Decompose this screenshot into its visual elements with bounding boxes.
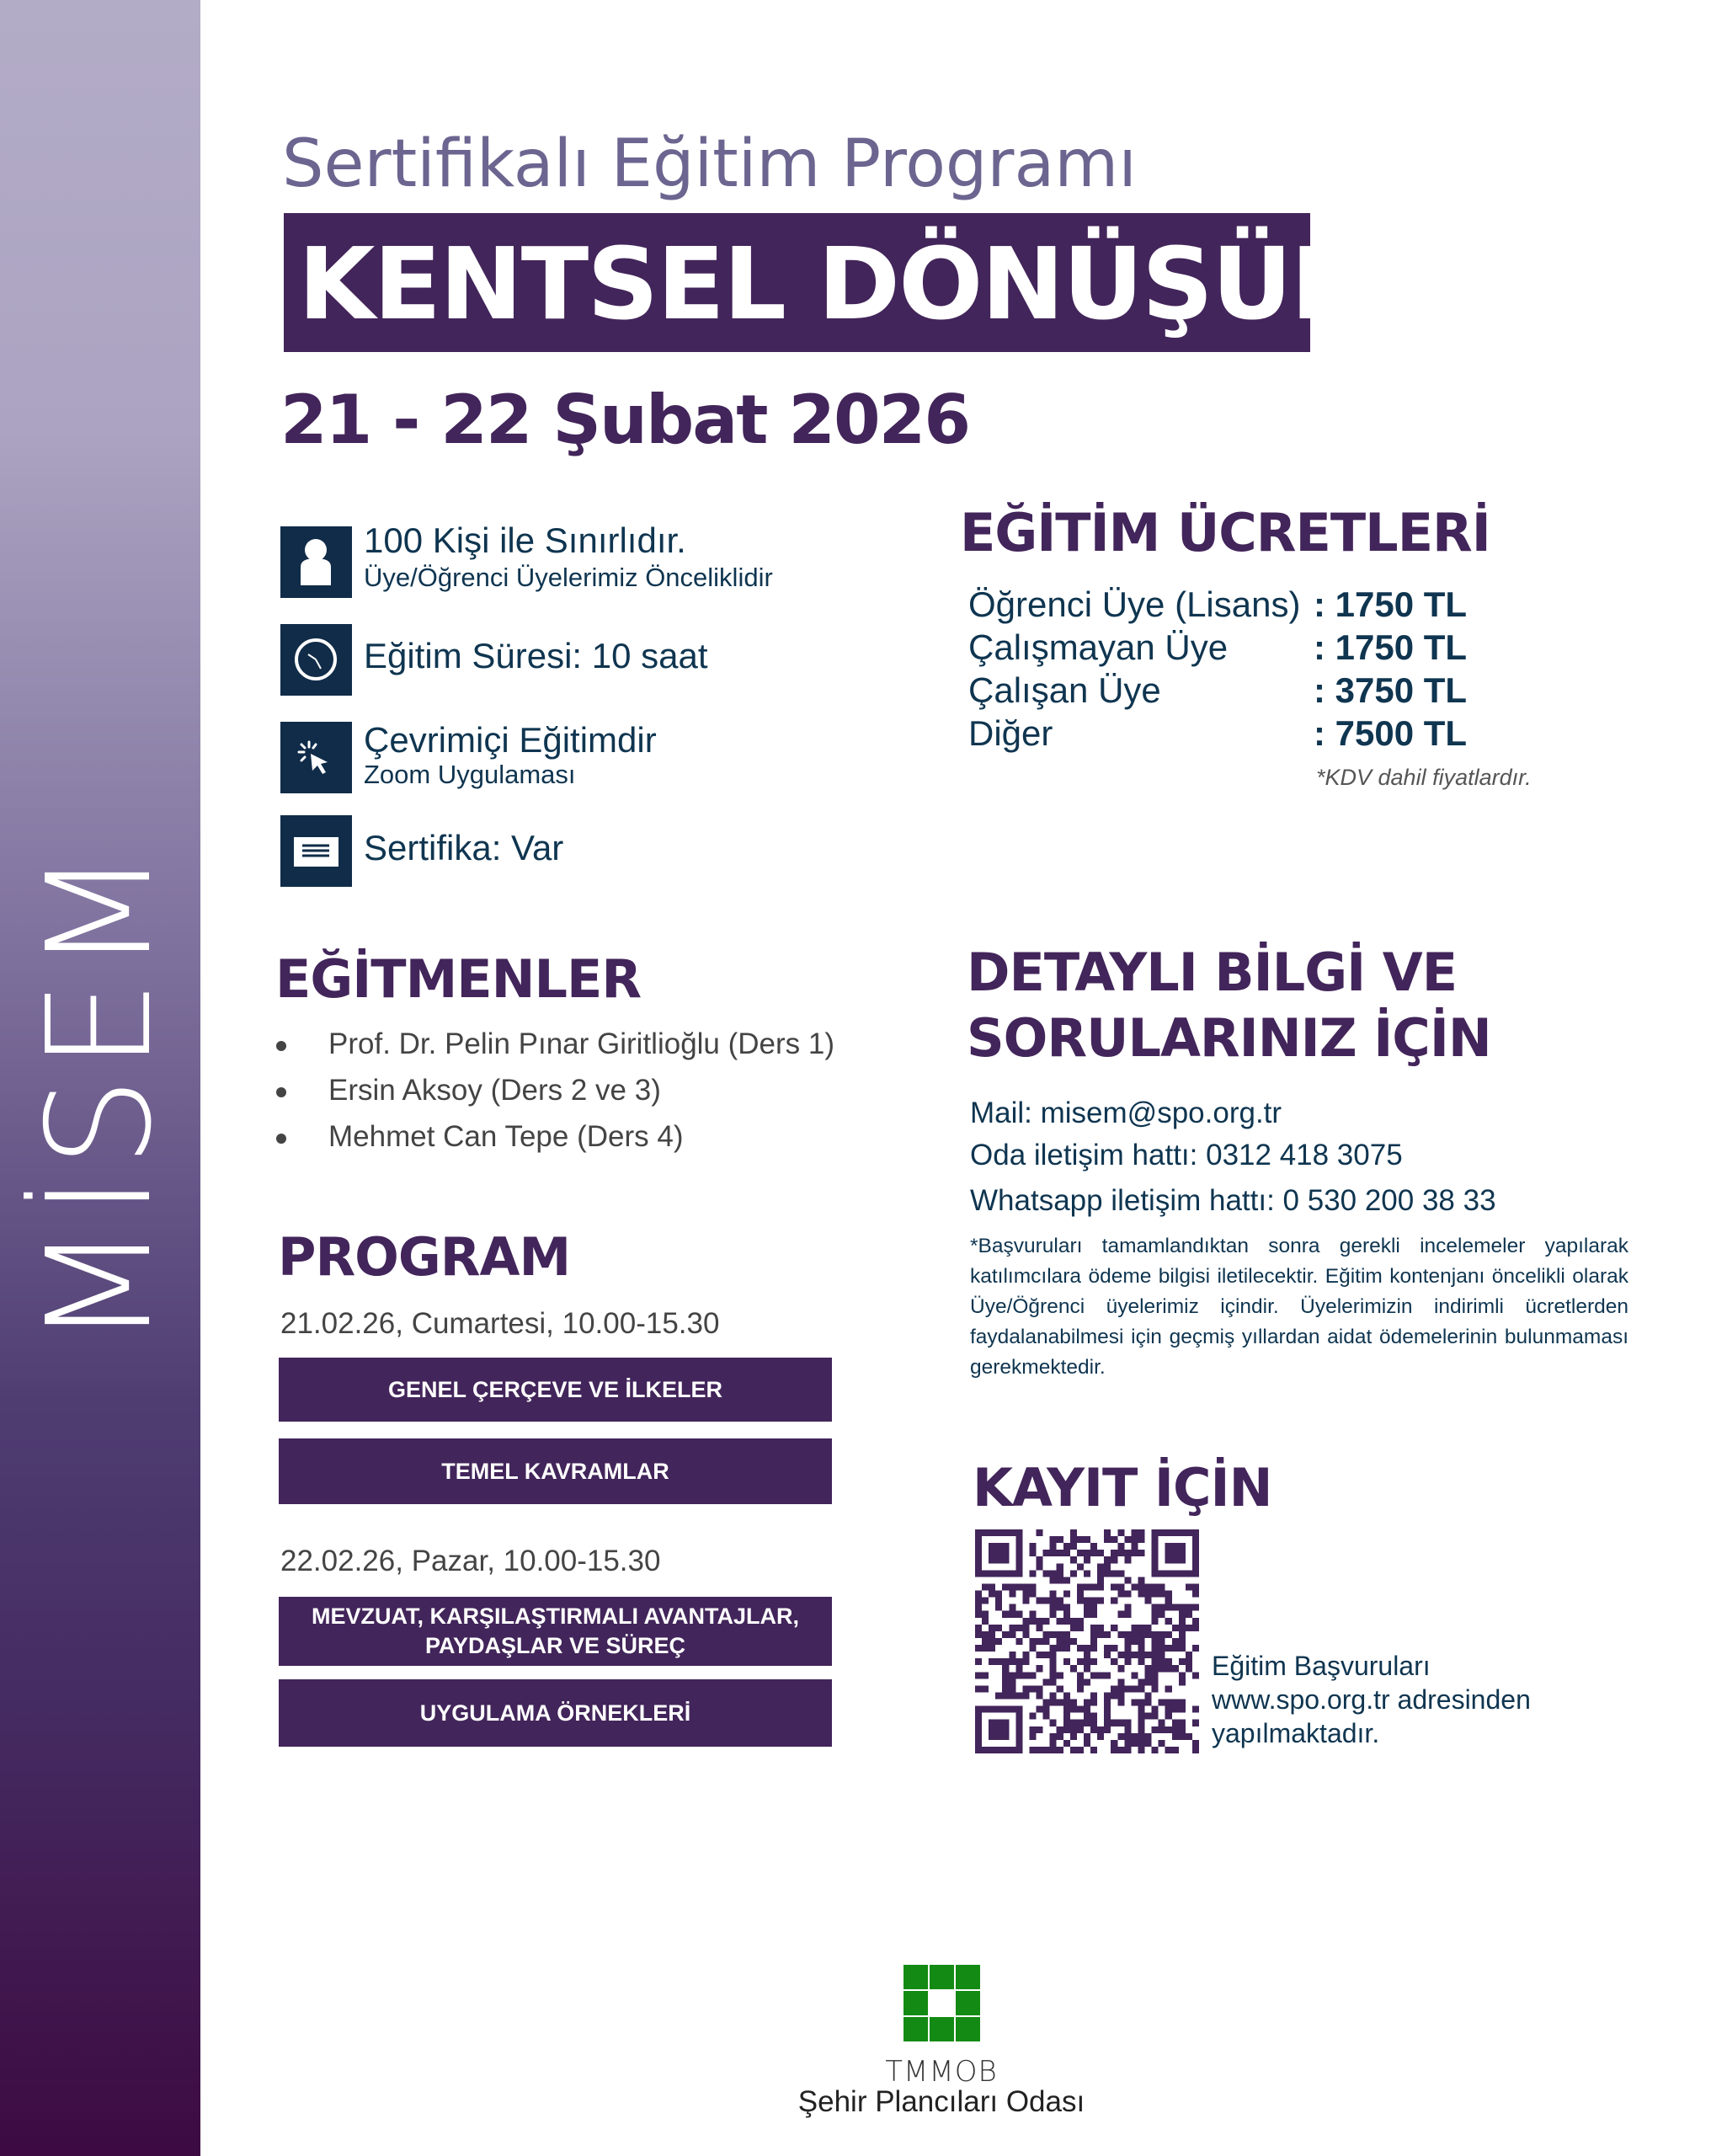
qr-code[interactable] [975,1529,1199,1753]
capacity-text: 100 Kişi ile Sınırlıdır. [364,520,686,560]
subtitle: Sertifikalı Eğitim Programı [282,126,1137,202]
session-item: MEVZUAT, KARŞILAŞTIRMALI AVANTAJLAR, PAYDAŞLAR VE SÜREÇ [279,1597,832,1666]
contact-heading-line2: SORULARINIZ İÇİN [967,1007,1491,1069]
fee-label: Çalışan Üye [968,670,1161,710]
instructor-item: Prof. Dr. Pelin Pınar Giritlioğlu (Ders 1) [328,1027,835,1060]
instructor-item: Ersin Aksoy (Ders 2 ve 3) [328,1074,661,1107]
contact-phone: Oda iletişim hattı: 0312 418 3075 [970,1139,1403,1171]
fees-heading: EĞİTİM ÜCRETLERİ [960,502,1490,563]
clock-icon [280,624,352,696]
tmmob-spo-logo [903,1965,981,2042]
registration-line: yapılmaktadır. [1212,1718,1380,1748]
program-day2: 22.02.26, Pazar, 10.00-15.30 [280,1545,661,1577]
contact-mail[interactable]: Mail: misem@spo.org.tr [970,1097,1282,1129]
session-item: GENEL ÇERÇEVE VE İLKELER [279,1358,832,1422]
duration-text: Eğitim Süresi: 10 saat [364,636,708,675]
bullet [276,1134,286,1144]
session-item: TEMEL KAVRAMLAR [279,1438,832,1504]
brand-vertical-text: MİSEM [17,842,184,1348]
fee-value: : 3750 TL [1314,670,1468,710]
certificate-icon [280,815,352,887]
session-item: UYGULAMA ÖRNEKLERİ [279,1679,832,1747]
instructors-heading: EĞİTMENLER [275,948,642,1010]
footer-org-name: Şehir Plancıları Odası [797,2085,1085,2118]
person-icon [280,526,352,598]
event-date: 21 - 22 Şubat 2026 [280,381,969,459]
bullet [276,1087,286,1097]
instructor-item: Mehmet Can Tepe (Ders 4) [328,1120,684,1153]
fee-value: : 7500 TL [1314,713,1468,753]
fee-value: : 1750 TL [1314,584,1468,624]
registration-line: www.spo.org.tr adresinden [1212,1684,1531,1715]
program-heading: PROGRAM [278,1226,571,1288]
page-title: KENTSEL DÖNÜŞÜM [298,226,1389,342]
program-day1: 21.02.26, Cumartesi, 10.00-15.30 [280,1307,720,1340]
contact-whatsapp: Whatsapp iletişim hattı: 0 530 200 38 33 [970,1184,1496,1217]
online-text: Çevrimiçi Eğitimdir [364,720,657,760]
bullet [276,1041,286,1051]
fee-label: Çalışmayan Üye [968,627,1229,667]
certificate-text: Sertifika: Var [364,828,564,867]
fee-label: Diğer [968,713,1053,753]
registration-line: Eğitim Başvuruları [1212,1651,1431,1681]
fee-label: Öğrenci Üye (Lisans) [968,584,1301,624]
capacity-subtext: Üye/Öğrenci Üyelerimiz Önceliklidir [364,563,773,592]
contact-heading-line1: DETAYLI BİLGİ VE [967,942,1458,1003]
vat-note: *KDV dahil fiyatlardır. [1316,765,1532,790]
cursor-click-icon [280,722,352,793]
footer-org-tmmob: TMMOB [885,2055,998,2089]
online-subtext: Zoom Uygulaması [364,760,576,789]
fee-value: : 1750 TL [1314,627,1468,667]
registration-heading: KAYIT İÇİN [973,1457,1272,1518]
application-note: *Başvuruları tamamlandıktan sonra gerekli incelemeler yapılarak katılımcılara ödeme bilgisi iletilecektir. Eğitim kontenjanı öncelikli olarak Üye/Öğrenci üyelerimiz içindir. Üyelerimizin indirimli ücretlerden faydalanabilmesi için geçmiş yıllardan aidat ödemelerinin bulunmaması gerekmektedir. [970,1235,1628,1379]
